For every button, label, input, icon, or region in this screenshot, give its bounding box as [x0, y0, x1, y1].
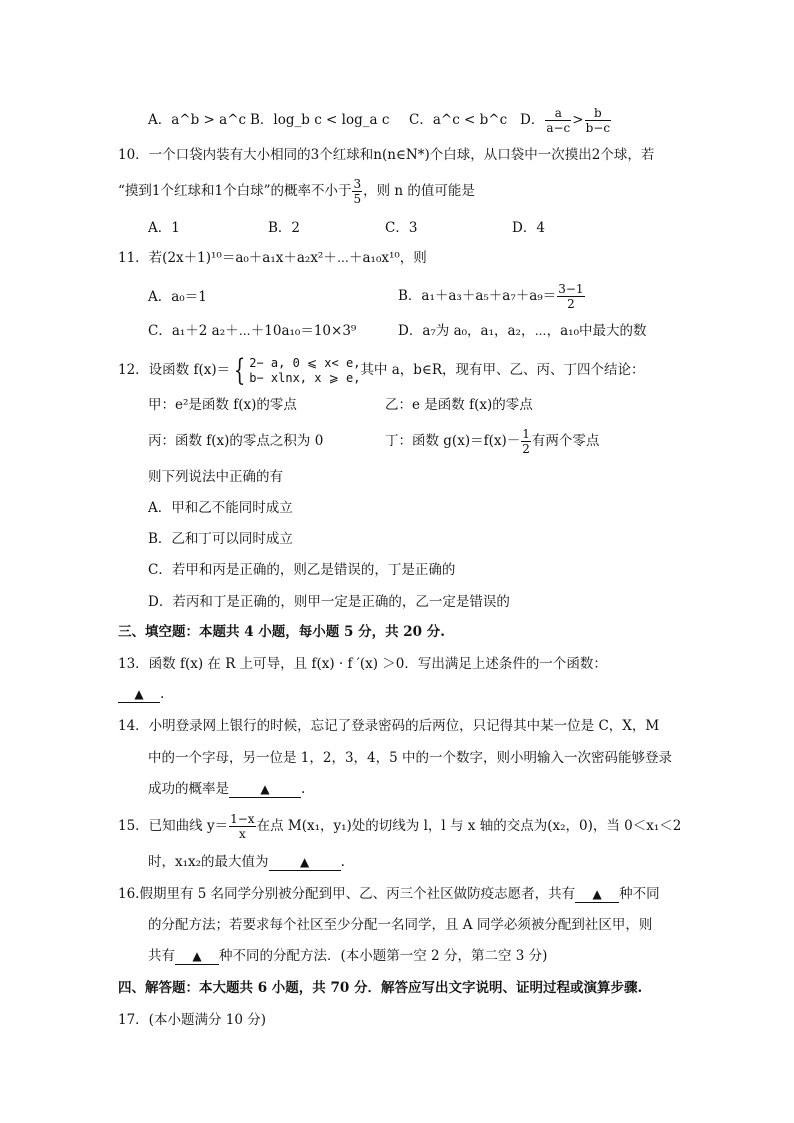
q15-fraction: $\frac{1-x}{x}$ — [230, 812, 255, 841]
q10-stem-line2: “摸到1个红球和1个白球”的概率不小于 $\frac{3}{5}$ ，则 n 的值可能是 — [118, 177, 475, 206]
q13-answer-blank[interactable]: ▲ — [118, 686, 160, 703]
q16-answer-blank-1[interactable]: ▲ — [575, 886, 619, 903]
q15-stem-line1: 15．已知曲线 y＝ $\frac{1-x}{x}$ 在点 M(x₁，y₁)处的切线为 l，l 与 x 轴的交点为(x₂，0)，当 0＜x₁＜2 — [118, 812, 682, 841]
q16-stem-line1: 16.假期里有 5 名同学分别被分配到甲、乙、丙三个社区做防疫志愿者，共有 ▲ 种不同 — [118, 886, 660, 902]
q9-d-fraction-1: $\frac{a}{a-c}$ — [546, 106, 571, 135]
q16-answer-blank-2[interactable]: ▲ — [175, 948, 219, 965]
q12-statement-bing: 丙：函数 f(x)的零点之积为 0 — [148, 433, 324, 449]
q12-ding-fraction: $\frac{1}{2}$ — [522, 427, 530, 456]
q16-stem-line3: 共有 ▲ 种不同的分配方法．(本小题第一空 2 分，第二空 3 分) — [148, 948, 548, 964]
q12-option-b: B．乙和丁可以同时成立 — [148, 531, 293, 547]
q17-heading: 17．(本小题满分 10 分) — [118, 1012, 266, 1028]
q10-stem-line1: 10．一个口袋内装有大小相同的3个红球和n(n∈N*)个白球，从口袋中一次摸出2个球，若 — [118, 147, 655, 163]
q13-stem: 13．函数 f(x) 在 R 上可导，且 f(x) · f ′(x) ＞0．写出满足上述条件的一个函数： — [118, 656, 607, 672]
q12-statement-yi: 乙：e 是函数 f(x)的零点 — [385, 397, 533, 413]
q10-option-c: C．3 — [385, 220, 418, 236]
q12-option-a: A．甲和乙不能同时成立 — [148, 500, 293, 516]
q10-option-a: A．1 — [148, 220, 180, 236]
q11-option-b: B．a₁＋a₃＋a₅＋a₇＋a₉＝ $\frac{3-1}{2}$ — [398, 282, 584, 311]
q11-stem: 11．若(2x＋1)¹⁰＝a₀＋a₁x＋a₂x²＋⋯＋a₁₀x¹⁰，则 — [118, 250, 427, 266]
q10-fraction: $\frac{3}{5}$ — [353, 177, 362, 206]
q14-stem-line2: 中的一个字母，另一位是 1，2，3，4，5 中的一个数字，则小明输入一次密码能够登录 — [148, 750, 673, 766]
q14-stem-line1: 14．小明登录网上银行的时候，忘记了登录密码的后两位，只记得其中某一位是 C，X，M — [118, 718, 660, 734]
q15-answer-blank[interactable]: ▲ — [269, 854, 341, 871]
q9-option-c: C．a^c < b^c — [409, 112, 508, 128]
q9-option-b: B．log_b c < log_a c — [250, 112, 390, 128]
q16-stem-line2: 的分配方法；若要求每个社区至少分配一名同学，且 A 同学必须被分配到社区甲，则 — [148, 917, 653, 933]
q9-option-d: D． $\frac{a}{a-c}$ > $\frac{b}{b-c}$ — [520, 106, 611, 135]
q9-option-a: A．a^b > a^c — [148, 112, 247, 128]
q14-stem-line3: 成功的概率是 ▲ . — [148, 781, 306, 797]
q10-option-b: B．2 — [268, 220, 301, 236]
q12-piecewise-cases: 2− a, 0 ⩽ x< e, b− xlnx, x ⩾ e, — [249, 355, 361, 385]
q12-option-d: D．若丙和丁是正确的，则甲一定是正确的，乙一定是错误的 — [148, 594, 510, 610]
q11-option-a: A．a₀＝1 — [148, 289, 207, 305]
q12-option-c: C．若甲和丙是正确的，则乙是错误的，丁是正确的 — [148, 562, 456, 578]
q11-option-d: D．a₇为 a₀，a₁，a₂，⋯，a₁₀中最大的数 — [398, 323, 647, 339]
q14-answer-blank[interactable]: ▲ — [229, 781, 301, 798]
q13-answer-line: ▲ . — [118, 684, 164, 704]
q10-option-d: D．4 — [512, 220, 545, 236]
q15-stem-line2: 时，x₁x₂的最大值为 ▲ . — [148, 854, 345, 870]
q12-stem: 12．设函数 f(x)＝ { 2− a, 0 ⩽ x< e, b− xlnx, x ⩾ e, 其中 a，b∈R，现有甲、乙、丙、丁四个结论： — [118, 352, 645, 388]
section-3-heading: 三、填空题：本题共 4 小题，每小题 5 分，共 20 分. — [118, 624, 445, 640]
section-4-heading: 四、解答题：本大题共 6 小题，共 70 分．解答应写出文字说明、证明过程或演算步骤. — [118, 980, 643, 996]
q12-question: 则下列说法中正确的有 — [148, 469, 283, 485]
q12-statement-jia: 甲：e²是函数 f(x)的零点 — [148, 397, 297, 413]
q9-d-fraction-2: $\frac{b}{b-c}$ — [585, 106, 611, 135]
q11-option-c: C．a₁＋2 a₂＋⋯＋10a₁₀＝10×3⁹ — [148, 323, 357, 339]
q11-b-fraction: $\frac{3-1}{2}$ — [558, 282, 584, 311]
q12-statement-ding: 丁：函数 g(x)＝f(x)－ $\frac{1}{2}$ 有两个零点 — [385, 427, 600, 456]
